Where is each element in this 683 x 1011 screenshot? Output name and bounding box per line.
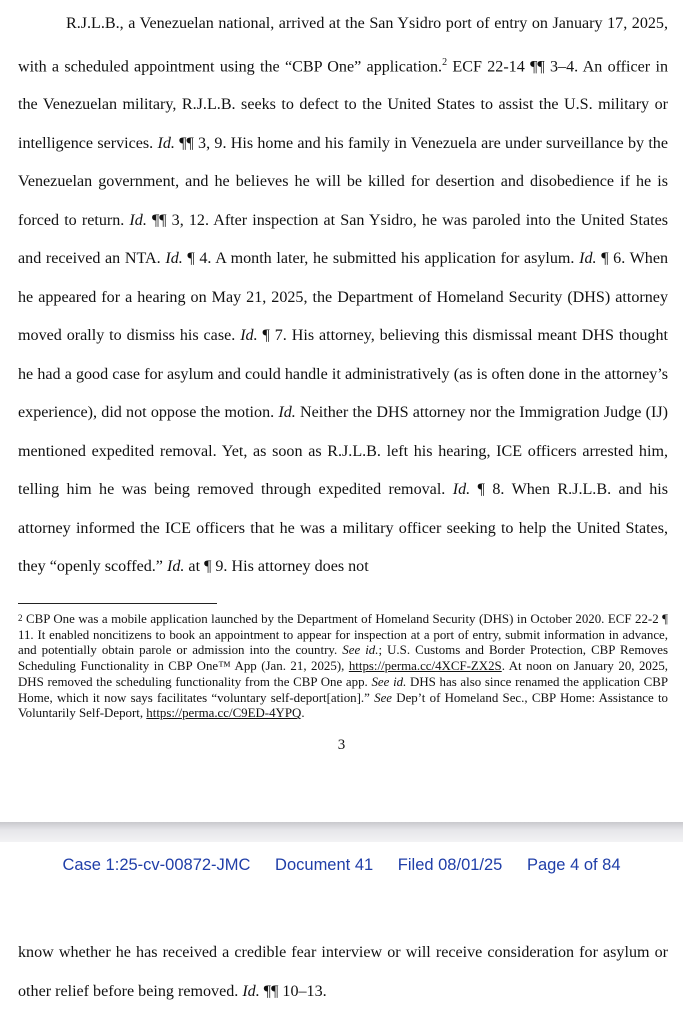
body-text: ¶¶ 10–13. xyxy=(259,982,327,1000)
citation-id: Id. xyxy=(242,982,260,1000)
filed-date: Filed 08/01/25 xyxy=(397,856,503,874)
citation-see: See xyxy=(374,690,393,705)
body-text: ¶ 6. When he appeared for a hearing on May 21, 2025, the Department of Homeland Security (DHS) attorney moved orally to dismiss his case. xyxy=(18,250,669,345)
body-text: ¶ 7. His attorney, believing this dismissal meant DHS thought he had a good case for asylum and could handle it administratively (as is often done in the attorney’s experience), did not oppose the motion. xyxy=(18,327,668,422)
case-header xyxy=(0,856,683,875)
page-number: 3 xyxy=(337,737,346,753)
citation-see: See id. xyxy=(342,643,379,658)
body-text: ¶¶ 3, 9. His home and his family in Venezuela are under surveillance by the Venezuelan government, and he believes he will be killed for desertion and disobedience if he is forced to return. xyxy=(18,134,669,229)
case-number: Case 1:25-cv-00872-JMC xyxy=(62,856,251,874)
page-gap xyxy=(0,822,683,842)
body-text: know whether he has received a credible fear interview or will receive consideration for asylum or other relief before being removed. xyxy=(18,944,668,1000)
body-paragraph xyxy=(18,5,668,587)
body-text: at ¶ 9. His attorney does not xyxy=(184,558,369,576)
body-text: ¶ 8. When R.J.L.B. and his attorney informed the ICE officers that he was a military officer seeking to help the United States, they “openly scoffed.” xyxy=(18,481,668,576)
perma-link-1[interactable]: https://perma.cc/4XCF-ZX2S xyxy=(348,659,502,674)
footnote-reference: 2 xyxy=(442,56,448,68)
next-page-text xyxy=(18,934,668,1011)
footnote-number: 2 xyxy=(18,613,23,623)
citation-see: See id. xyxy=(371,674,407,689)
citation-id: Id. xyxy=(166,558,185,576)
footnote-text: DHS has also since renamed the application CBP Home, which it now says facilitates “voluntary self-deport[ation].” xyxy=(18,674,668,705)
footnote-text: . At noon on January 20, 2025, DHS removed the scheduling functionality from the CBP One app. xyxy=(18,659,668,689)
citation-id: Id. xyxy=(129,211,147,229)
document-number: Document 41 xyxy=(275,856,374,874)
footnote-divider xyxy=(18,603,217,604)
body-text: ¶ 4. A month later, he submitted his application for asylum. xyxy=(182,250,580,268)
citation-id: Id. xyxy=(579,250,597,268)
citation-id: Id. xyxy=(240,327,258,345)
body-text: R.J.L.B., a Venezuelan national, arrived at the San Ysidro port of entry on January 17, 2025, with a scheduled appointment using the “CBP One” application. xyxy=(18,15,668,75)
body-text: ¶¶ 3, 12. After inspection at San Ysidro, he was paroled into the United States and received an NTA. xyxy=(18,211,668,268)
citation-id: Id. xyxy=(278,404,296,422)
perma-link-2[interactable]: https://perma.cc/C9ED-4YPQ xyxy=(146,706,302,721)
footnote-text: ; U.S. Customs and Border Protection, CBP Removes Scheduling Functionality in CBP One™ App (Jan. 21, 2025), xyxy=(18,643,668,674)
footnote-text: . xyxy=(301,706,305,721)
footnote-text: Dep’t of Homeland Sec., CBP Home: Assistance to Voluntarily Self-Deport, xyxy=(18,690,668,721)
footnote-text: CBP One was a mobile application launched by the Department of Homeland Security (DHS) in October 2020. ECF 22-2 ¶ 11. It enabled noncitizens to book an appointment to appear for inspection at a port of entry, submit information in advance, and potentially obtain parole or admission into the country. xyxy=(18,612,668,658)
citation-id: Id. xyxy=(165,250,183,268)
citation-id: Id. xyxy=(452,481,471,499)
page-count: Page 4 of 84 xyxy=(526,856,621,874)
footnote xyxy=(18,612,668,722)
citation-id: Id. xyxy=(157,134,175,152)
body-text: ECF 22-14 ¶¶ 3–4. An officer in the Venezuelan military, R.J.L.B. seeks to defect to the United States to assist the U.S. military or intelligence services. xyxy=(18,57,668,152)
body-text: Neither the DHS attorney nor the Immigration Judge (IJ) mentioned expedited removal. Yet, as soon as R.J.L.B. left his hearing, ICE officers arrested him, telling him he was being removed through expedited removal. xyxy=(18,404,668,499)
